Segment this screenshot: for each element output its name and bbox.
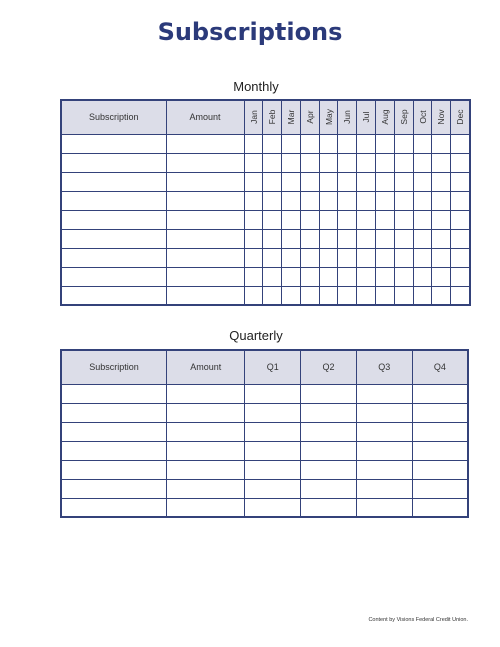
monthly-cell[interactable] [263, 267, 282, 286]
quarterly-cell[interactable] [301, 498, 357, 517]
quarterly-cell[interactable] [412, 441, 468, 460]
quarterly-cell[interactable] [412, 498, 468, 517]
quarter-header-q1: Q1 [245, 350, 301, 384]
monthly-cell[interactable] [338, 248, 357, 267]
monthly-cell[interactable] [451, 267, 470, 286]
quarterly-cell[interactable] [301, 441, 357, 460]
monthly-cell[interactable] [394, 267, 413, 286]
quarterly-subscription-cell[interactable] [61, 479, 167, 498]
quarterly-subscription-cell[interactable] [61, 441, 167, 460]
monthly-cell[interactable] [300, 267, 319, 286]
quarterly-subscription-header: Subscription [61, 350, 167, 384]
monthly-cell[interactable] [319, 248, 338, 267]
monthly-cell[interactable] [413, 267, 432, 286]
monthly-cell[interactable] [319, 210, 338, 229]
quarterly-cell[interactable] [245, 384, 301, 403]
monthly-cell[interactable] [282, 267, 301, 286]
monthly-cell[interactable] [282, 286, 301, 305]
monthly-cell[interactable] [413, 210, 432, 229]
monthly-cell[interactable] [376, 191, 395, 210]
monthly-row [61, 191, 470, 210]
monthly-subscription-cell[interactable] [61, 153, 166, 172]
monthly-subscription-cell[interactable] [61, 286, 166, 305]
monthly-row [61, 153, 470, 172]
monthly-amount-header: Amount [166, 100, 244, 134]
monthly-section-title: Monthly [233, 79, 279, 94]
monthly-cell[interactable] [413, 191, 432, 210]
monthly-cell[interactable] [338, 210, 357, 229]
monthly-cell[interactable] [263, 153, 282, 172]
quarterly-table-body [61, 384, 468, 517]
monthly-amount-cell[interactable] [166, 229, 244, 248]
monthly-cell[interactable] [244, 210, 263, 229]
monthly-cell[interactable] [319, 134, 338, 153]
monthly-cell[interactable] [300, 172, 319, 191]
monthly-cell[interactable] [263, 134, 282, 153]
monthly-cell[interactable] [376, 229, 395, 248]
monthly-cell[interactable] [394, 248, 413, 267]
quarterly-cell[interactable] [245, 460, 301, 479]
monthly-cell[interactable] [319, 229, 338, 248]
monthly-cell[interactable] [413, 286, 432, 305]
monthly-row [61, 229, 470, 248]
quarterly-cell[interactable] [356, 403, 412, 422]
monthly-cell[interactable] [413, 248, 432, 267]
monthly-cell[interactable] [300, 286, 319, 305]
monthly-subscription-cell[interactable] [61, 210, 166, 229]
monthly-amount-cell[interactable] [166, 267, 244, 286]
quarterly-cell[interactable] [412, 384, 468, 403]
quarterly-row [61, 498, 468, 517]
monthly-cell[interactable] [394, 191, 413, 210]
monthly-cell[interactable] [338, 229, 357, 248]
monthly-cell[interactable] [432, 229, 451, 248]
quarterly-cell[interactable] [301, 422, 357, 441]
monthly-cell[interactable] [413, 229, 432, 248]
monthly-cell[interactable] [319, 172, 338, 191]
monthly-subscription-header: Subscription [61, 100, 166, 134]
quarterly-cell[interactable] [356, 441, 412, 460]
monthly-cell[interactable] [319, 153, 338, 172]
quarterly-cell[interactable] [245, 403, 301, 422]
monthly-row [61, 286, 470, 305]
monthly-cell[interactable] [451, 134, 470, 153]
monthly-cell[interactable] [357, 210, 376, 229]
monthly-row [61, 267, 470, 286]
monthly-cell[interactable] [244, 267, 263, 286]
monthly-table [60, 99, 471, 306]
quarterly-cell[interactable] [356, 460, 412, 479]
monthly-cell[interactable] [376, 267, 395, 286]
monthly-cell[interactable] [244, 191, 263, 210]
monthly-amount-cell[interactable] [166, 210, 244, 229]
monthly-cell[interactable] [413, 172, 432, 191]
monthly-cell[interactable] [263, 210, 282, 229]
monthly-cell[interactable] [263, 286, 282, 305]
monthly-cell[interactable] [319, 191, 338, 210]
monthly-cell[interactable] [357, 286, 376, 305]
quarterly-amount-cell[interactable] [167, 422, 245, 441]
monthly-cell[interactable] [282, 134, 301, 153]
quarterly-cell[interactable] [245, 479, 301, 498]
monthly-cell[interactable] [300, 210, 319, 229]
quarterly-cell[interactable] [245, 441, 301, 460]
monthly-cell[interactable] [394, 210, 413, 229]
quarterly-amount-cell[interactable] [167, 441, 245, 460]
monthly-cell[interactable] [432, 153, 451, 172]
quarter-header-q3: Q3 [356, 350, 412, 384]
monthly-cell[interactable] [451, 229, 470, 248]
quarterly-row [61, 422, 468, 441]
quarterly-row [61, 384, 468, 403]
monthly-cell[interactable] [357, 134, 376, 153]
monthly-cell[interactable] [338, 134, 357, 153]
monthly-cell[interactable] [357, 248, 376, 267]
quarter-header-q2: Q2 [301, 350, 357, 384]
monthly-cell[interactable] [432, 172, 451, 191]
quarterly-amount-cell[interactable] [167, 403, 245, 422]
monthly-amount-cell[interactable] [166, 134, 244, 153]
monthly-cell[interactable] [282, 153, 301, 172]
monthly-cell[interactable] [432, 286, 451, 305]
footer-credit: Content by Visions Federal Credit Union. [368, 617, 468, 623]
monthly-cell[interactable] [300, 153, 319, 172]
quarterly-cell[interactable] [356, 384, 412, 403]
monthly-row [61, 134, 470, 153]
monthly-amount-cell[interactable] [166, 153, 244, 172]
monthly-cell[interactable] [357, 153, 376, 172]
quarterly-row [61, 403, 468, 422]
month-header-jun: Jun [338, 100, 357, 134]
monthly-cell[interactable] [432, 248, 451, 267]
month-header-may: May [319, 100, 338, 134]
monthly-cell[interactable] [394, 229, 413, 248]
monthly-cell[interactable] [357, 191, 376, 210]
monthly-cell[interactable] [244, 286, 263, 305]
monthly-cell[interactable] [244, 172, 263, 191]
monthly-cell[interactable] [451, 191, 470, 210]
monthly-cell[interactable] [282, 191, 301, 210]
monthly-cell[interactable] [413, 153, 432, 172]
quarterly-amount-cell[interactable] [167, 384, 245, 403]
monthly-cell[interactable] [432, 210, 451, 229]
quarterly-row [61, 460, 468, 479]
monthly-cell[interactable] [376, 134, 395, 153]
monthly-cell[interactable] [244, 153, 263, 172]
quarterly-cell[interactable] [412, 403, 468, 422]
monthly-subscription-cell[interactable] [61, 134, 166, 153]
month-header-apr: Apr [300, 100, 319, 134]
monthly-cell[interactable] [263, 229, 282, 248]
monthly-subscription-cell[interactable] [61, 229, 166, 248]
monthly-cell[interactable] [357, 267, 376, 286]
month-header-oct: Oct [413, 100, 432, 134]
monthly-cell[interactable] [338, 172, 357, 191]
monthly-row [61, 210, 470, 229]
monthly-cell[interactable] [451, 286, 470, 305]
monthly-cell[interactable] [376, 248, 395, 267]
monthly-cell[interactable] [432, 191, 451, 210]
month-header-aug: Aug [376, 100, 395, 134]
monthly-cell[interactable] [432, 134, 451, 153]
quarterly-cell[interactable] [301, 479, 357, 498]
monthly-cell[interactable] [300, 134, 319, 153]
month-header-dec: Dec [451, 100, 470, 134]
quarterly-cell[interactable] [245, 422, 301, 441]
quarterly-cell[interactable] [301, 460, 357, 479]
monthly-cell[interactable] [244, 229, 263, 248]
quarterly-amount-cell[interactable] [167, 479, 245, 498]
quarterly-row [61, 441, 468, 460]
monthly-cell[interactable] [263, 172, 282, 191]
monthly-cell[interactable] [300, 248, 319, 267]
monthly-cell[interactable] [338, 286, 357, 305]
month-header-nov: Nov [432, 100, 451, 134]
quarterly-cell[interactable] [245, 498, 301, 517]
monthly-cell[interactable] [376, 172, 395, 191]
monthly-cell[interactable] [263, 191, 282, 210]
monthly-cell[interactable] [394, 134, 413, 153]
monthly-cell[interactable] [282, 248, 301, 267]
monthly-cell[interactable] [451, 248, 470, 267]
monthly-cell[interactable] [244, 248, 263, 267]
quarterly-section-title: Quarterly [229, 328, 283, 343]
monthly-cell[interactable] [338, 153, 357, 172]
quarterly-cell[interactable] [412, 460, 468, 479]
quarterly-amount-cell[interactable] [167, 460, 245, 479]
monthly-subscription-cell[interactable] [61, 248, 166, 267]
quarterly-subscription-cell[interactable] [61, 384, 167, 403]
month-header-feb: Feb [263, 100, 282, 134]
monthly-amount-cell[interactable] [166, 172, 244, 191]
monthly-cell[interactable] [376, 153, 395, 172]
monthly-cell[interactable] [319, 286, 338, 305]
quarterly-table [60, 349, 469, 518]
monthly-cell[interactable] [376, 210, 395, 229]
quarterly-cell[interactable] [356, 498, 412, 517]
monthly-table-body [61, 134, 470, 305]
monthly-cell[interactable] [394, 153, 413, 172]
month-header-mar: Mar [282, 100, 301, 134]
quarterly-subscription-cell[interactable] [61, 460, 167, 479]
monthly-amount-cell[interactable] [166, 286, 244, 305]
monthly-amount-cell[interactable] [166, 248, 244, 267]
monthly-cell[interactable] [300, 229, 319, 248]
monthly-cell[interactable] [338, 267, 357, 286]
monthly-cell[interactable] [282, 229, 301, 248]
monthly-cell[interactable] [263, 248, 282, 267]
quarterly-subscription-cell[interactable] [61, 498, 167, 517]
quarterly-cell[interactable] [356, 479, 412, 498]
monthly-cell[interactable] [451, 210, 470, 229]
monthly-cell[interactable] [394, 286, 413, 305]
monthly-cell[interactable] [451, 172, 470, 191]
monthly-cell[interactable] [300, 191, 319, 210]
monthly-header-row [61, 100, 470, 134]
quarterly-cell[interactable] [356, 422, 412, 441]
month-header-sep: Sep [394, 100, 413, 134]
monthly-cell[interactable] [451, 153, 470, 172]
monthly-amount-cell[interactable] [166, 191, 244, 210]
quarterly-cell[interactable] [412, 479, 468, 498]
quarterly-cell[interactable] [301, 403, 357, 422]
quarterly-header-row [61, 350, 468, 384]
monthly-row [61, 172, 470, 191]
monthly-cell[interactable] [282, 210, 301, 229]
page-title: Subscriptions [157, 18, 343, 46]
quarterly-cell[interactable] [412, 422, 468, 441]
monthly-cell[interactable] [413, 134, 432, 153]
monthly-cell[interactable] [394, 172, 413, 191]
quarterly-cell[interactable] [301, 384, 357, 403]
monthly-cell[interactable] [376, 286, 395, 305]
monthly-cell[interactable] [357, 229, 376, 248]
monthly-cell[interactable] [357, 172, 376, 191]
quarterly-amount-header: Amount [167, 350, 245, 384]
monthly-subscription-cell[interactable] [61, 191, 166, 210]
monthly-row [61, 248, 470, 267]
quarter-header-q4: Q4 [412, 350, 468, 384]
monthly-cell[interactable] [244, 134, 263, 153]
quarterly-amount-cell[interactable] [167, 498, 245, 517]
month-header-jul: Jul [357, 100, 376, 134]
monthly-cell[interactable] [432, 267, 451, 286]
month-header-jan: Jan [244, 100, 263, 134]
quarterly-subscription-cell[interactable] [61, 422, 167, 441]
monthly-cell[interactable] [338, 191, 357, 210]
monthly-cell[interactable] [319, 267, 338, 286]
monthly-subscription-cell[interactable] [61, 267, 166, 286]
quarterly-subscription-cell[interactable] [61, 403, 167, 422]
monthly-subscription-cell[interactable] [61, 172, 166, 191]
quarterly-row [61, 479, 468, 498]
monthly-cell[interactable] [282, 172, 301, 191]
